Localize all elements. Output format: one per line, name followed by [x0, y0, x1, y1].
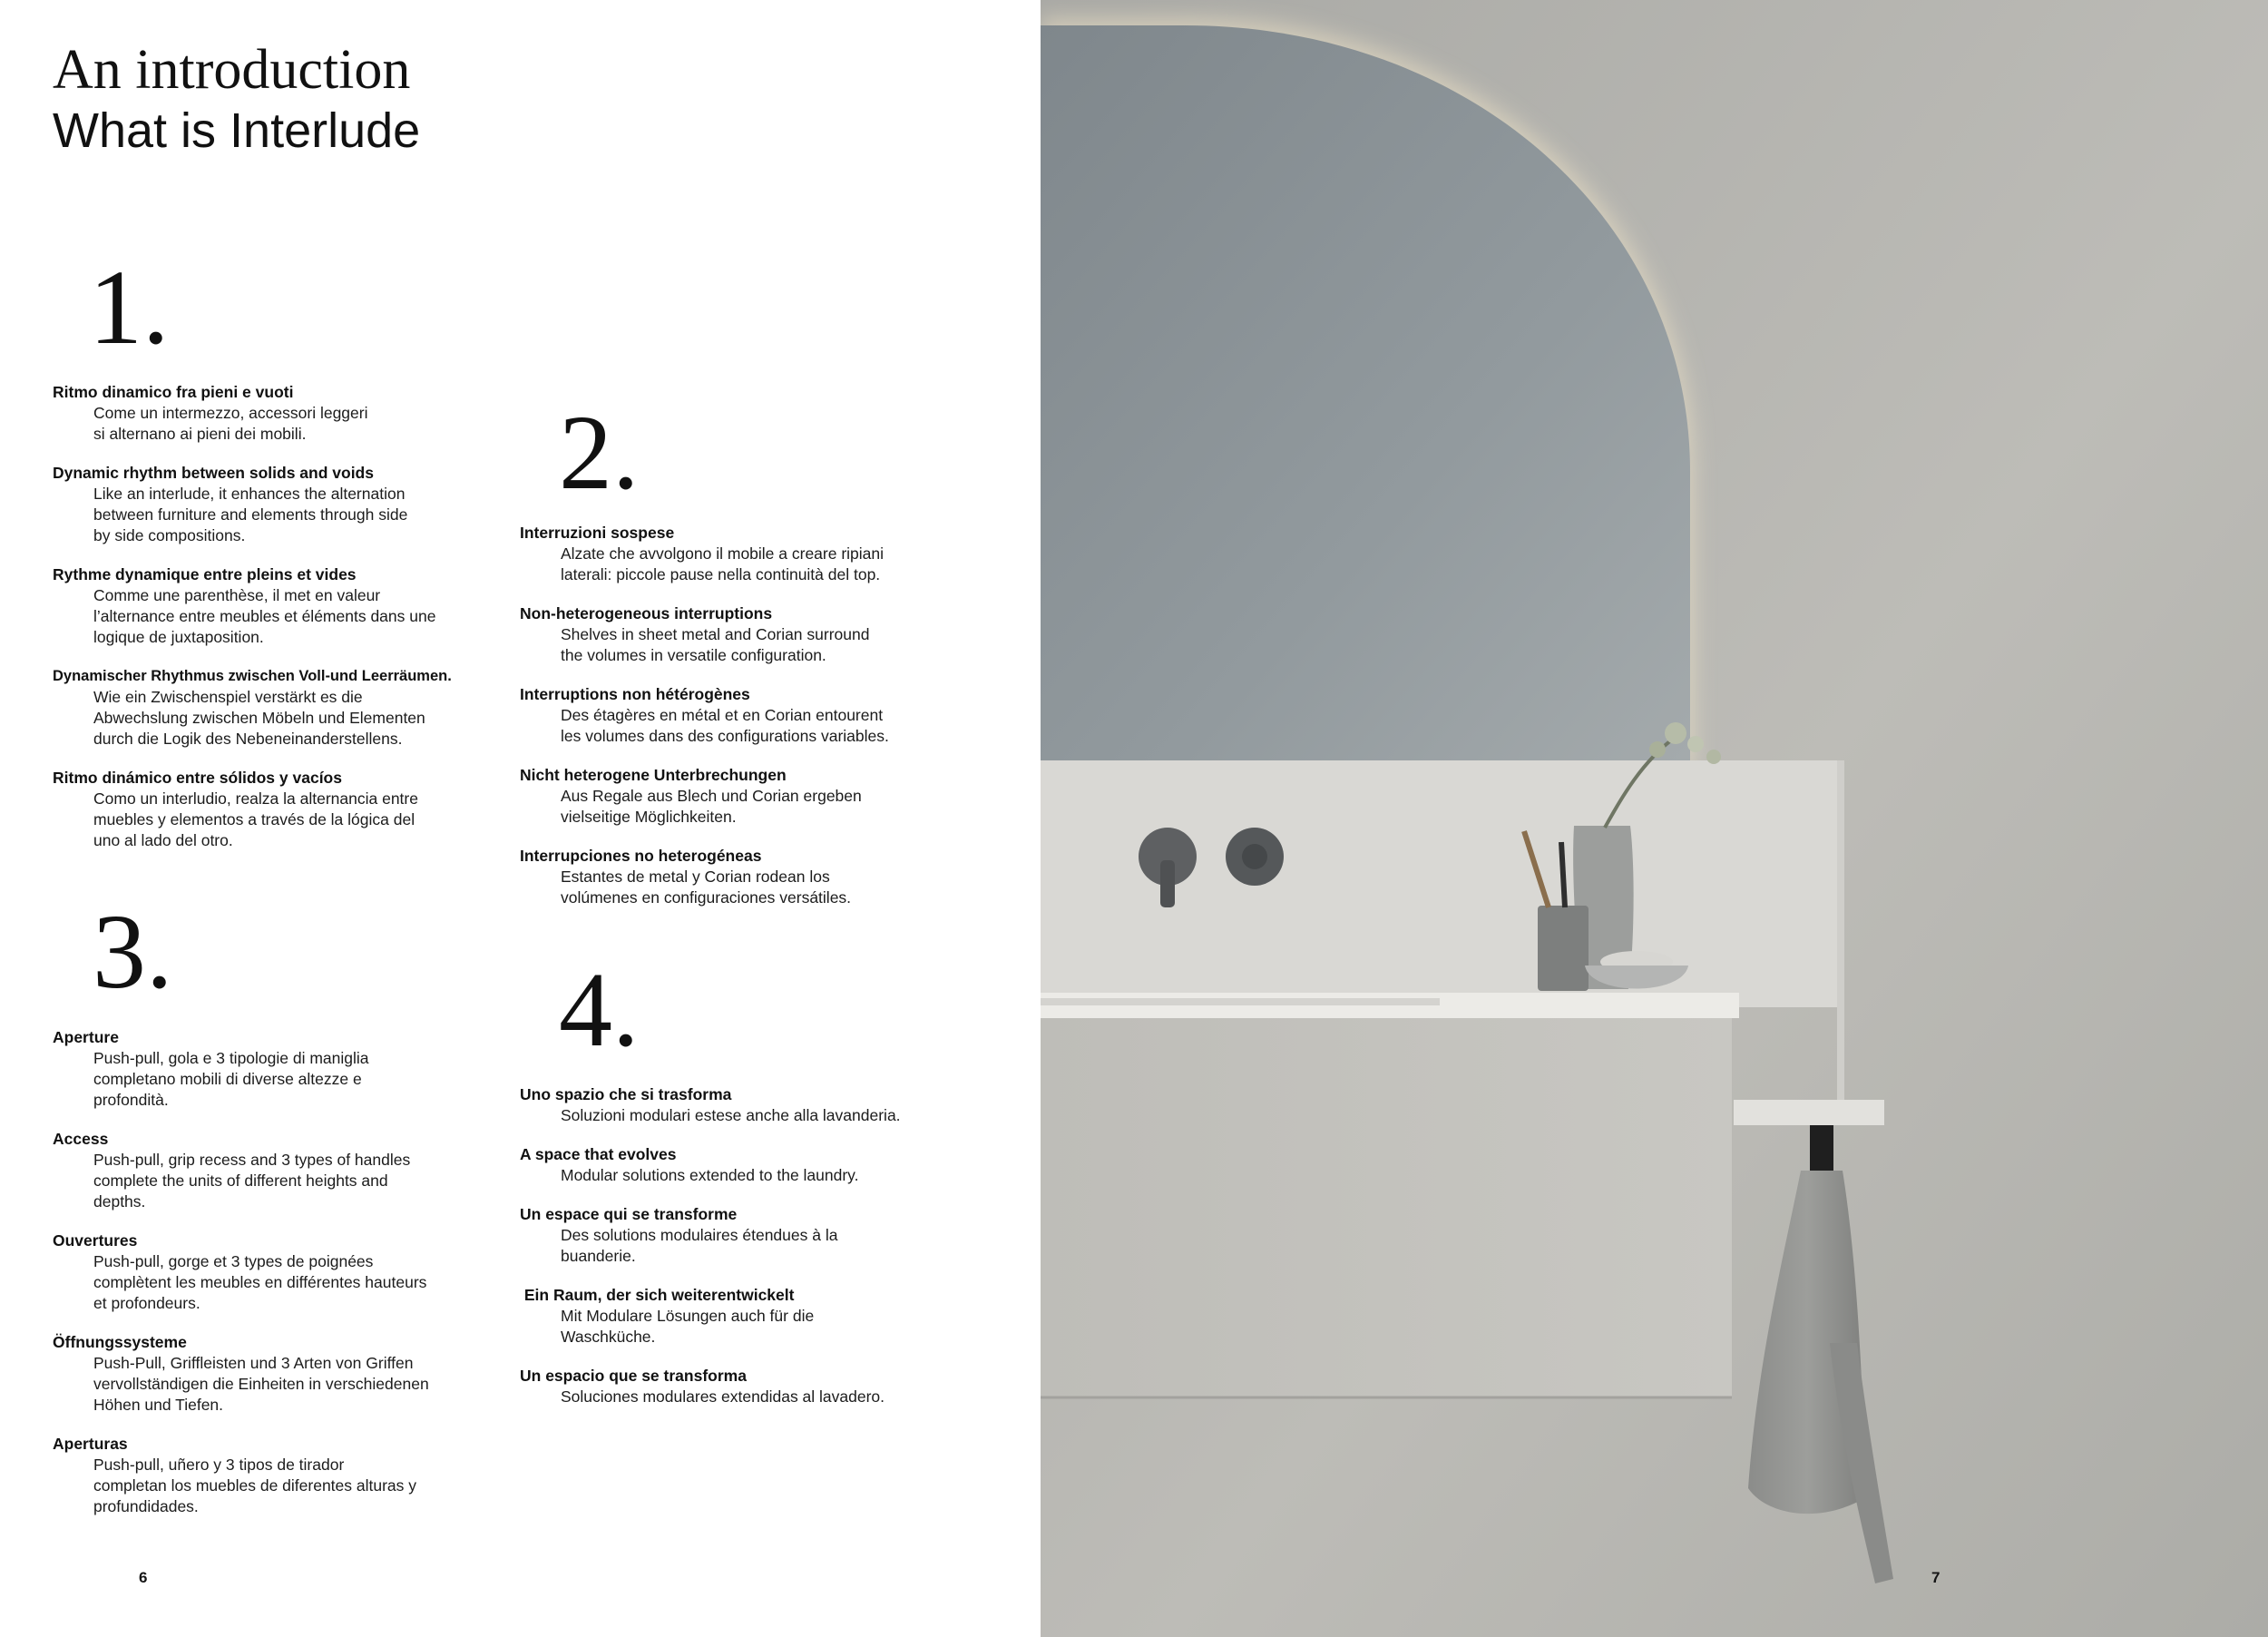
entry-title: Un espace qui se transforme	[520, 1205, 738, 1223]
entry-spanish	[520, 846, 1028, 908]
entry-title: Dynamic rhythm between solids and voids	[53, 464, 374, 482]
entry-body: Soluciones modulares extendidas al lavadero.	[561, 1387, 885, 1406]
entry-title: Interruzioni sospese	[520, 524, 675, 542]
vanity-cabinet	[1041, 1018, 1732, 1397]
entry-body: Alzate che avvolgono il mobile a creare ripiani laterali: piccole pause nella continuità del top.	[561, 544, 885, 583]
section-number: 4.	[559, 950, 640, 1069]
backsplash-edge	[1837, 760, 1844, 1123]
entry-body: Modular solutions extended to the laundry.	[561, 1166, 859, 1184]
entry-body: Comme une parenthèse, il met en valeur l’alternance entre meubles et éléments dans une logique de juxtaposition.	[93, 586, 436, 646]
entry-german	[53, 1332, 506, 1416]
side-shelf	[1734, 1100, 1884, 1125]
toothbrush-cup	[1538, 906, 1589, 991]
page-title: An introduction	[53, 39, 411, 101]
entry-title: Aperturas	[53, 1435, 128, 1453]
entry-spanish	[520, 1366, 1028, 1407]
entry-italian	[520, 1084, 1028, 1126]
entry-italian	[53, 1027, 506, 1111]
entry-body: Wie ein Zwischenspiel verstärkt es die Abwechslung zwischen Möbeln und Elementen durch die Logik des Nebeneinanderstellens.	[93, 688, 425, 748]
entry-french	[520, 1204, 1028, 1267]
section-1-entries	[53, 382, 506, 869]
entry-body: Soluzioni modulari estese anche alla lavanderia.	[561, 1106, 901, 1124]
entry-title: A space that evolves	[520, 1145, 677, 1163]
entry-german	[520, 1285, 1028, 1348]
mixer-center-icon	[1242, 844, 1267, 869]
product-photo	[1041, 0, 2268, 1637]
entry-body: Push-pull, grip recess and 3 types of handles complete the units of different heights and depths.	[93, 1151, 411, 1211]
spout-icon	[1160, 860, 1175, 907]
section-2-number	[559, 393, 640, 512]
entry-body: Mit Modulare Lösungen auch für die Waschküche.	[561, 1307, 815, 1346]
right-page-number: 7	[1931, 1569, 1941, 1586]
section-4-number	[559, 950, 640, 1069]
entry-title: Uno spazio che si trasforma	[520, 1085, 732, 1103]
page-subtitle: What is Interlude	[53, 103, 421, 158]
entry-french	[53, 564, 506, 648]
section-4-entries	[520, 1084, 1028, 1426]
entry-body: Des étagères en métal et en Corian entourent les volumes dans des configurations variables.	[561, 706, 889, 745]
entry-title: Ein Raum, der sich weiterentwickelt	[520, 1286, 795, 1304]
entry-title: Nicht heterogene Unterbrechungen	[520, 766, 787, 784]
basin-edge	[1041, 998, 1440, 1005]
entry-body: Come un intermezzo, accessori leggeri si alternano ai pieni dei mobili.	[93, 404, 368, 443]
entry-title: Ritmo dinámico entre sólidos y vacíos	[53, 769, 342, 787]
bathroom-photo-illustration	[1041, 0, 2268, 1637]
section-2-entries	[520, 523, 1028, 926]
entry-french	[53, 1230, 506, 1314]
entry-title: Ritmo dinamico fra pieni e vuoti	[53, 383, 294, 401]
entry-title: Öffnungssysteme	[53, 1333, 187, 1351]
entry-title: Access	[53, 1130, 109, 1148]
entry-body: Push-pull, uñero y 3 tipos de tirador completan los muebles de diferentes alturas y profundidades.	[93, 1456, 417, 1515]
entry-title: Interruptions non hétérogènes	[520, 685, 750, 703]
entry-spanish	[53, 1434, 506, 1517]
entry-body: Like an interlude, it enhances the alternation between furniture and elements through side by side compositions.	[93, 485, 408, 544]
entry-italian	[520, 523, 1028, 585]
section-3-entries	[53, 1027, 506, 1535]
entry-english	[53, 463, 506, 546]
toothbrush-icon	[1561, 842, 1565, 907]
section-number: 1.	[89, 248, 170, 367]
entry-title: Rythme dynamique entre pleins et vides	[53, 565, 357, 583]
entry-body: Push-pull, gola e 3 tipologie di maniglia completano mobili di diverse altezze e profondità.	[93, 1049, 369, 1109]
entry-english	[520, 603, 1028, 666]
left-page	[0, 0, 1041, 1637]
entry-body: Como un interludio, realza la alternancia entre muebles y elementos a través de la lógica del uno al lado del otro.	[93, 789, 418, 849]
section-3-number	[93, 892, 173, 1011]
entry-english	[53, 1129, 506, 1212]
entry-body: Push-pull, gorge et 3 types de poignées complètent les meubles en différentes hauteurs et profondeurs.	[93, 1252, 427, 1312]
section-number: 2.	[559, 393, 640, 512]
leaf-icon	[1649, 741, 1666, 758]
entry-title: Aperture	[53, 1028, 119, 1046]
entry-body: Shelves in sheet metal and Corian surround the volumes in versatile configuration.	[561, 625, 870, 664]
entry-german	[53, 666, 506, 750]
entry-english	[520, 1144, 1028, 1186]
entry-body: Push-Pull, Griffleisten und 3 Arten von Griffen vervollständigen die Einheiten in verschiedenen Höhen und Tiefen.	[93, 1354, 429, 1414]
leaf-icon	[1706, 750, 1721, 764]
entry-body: Estantes de metal y Corian rodean los volúmenes en configuraciones versátiles.	[561, 868, 852, 907]
section-1-number	[89, 248, 170, 367]
entry-title: Interrupciones no heterogéneas	[520, 847, 762, 865]
section-number: 3.	[93, 892, 173, 1011]
entry-title: Un espacio que se transforma	[520, 1367, 747, 1385]
entry-body: Aus Regale aus Blech und Corian ergeben vielseitige Möglichkeiten.	[561, 787, 862, 826]
entry-title: Non-heterogeneous interruptions	[520, 604, 773, 622]
leaf-icon	[1665, 722, 1686, 744]
entry-title: Ouvertures	[53, 1231, 138, 1250]
left-page-number: 6	[139, 1569, 148, 1586]
entry-german	[520, 765, 1028, 828]
leaf-icon	[1687, 736, 1704, 752]
entry-title: Dynamischer Rhythmus zwischen Voll-und Leerräumen.	[53, 668, 452, 684]
entry-spanish	[53, 768, 506, 851]
entry-body: Des solutions modulaires étendues à la buanderie.	[561, 1226, 838, 1265]
entry-italian	[53, 382, 506, 445]
entry-french	[520, 684, 1028, 747]
